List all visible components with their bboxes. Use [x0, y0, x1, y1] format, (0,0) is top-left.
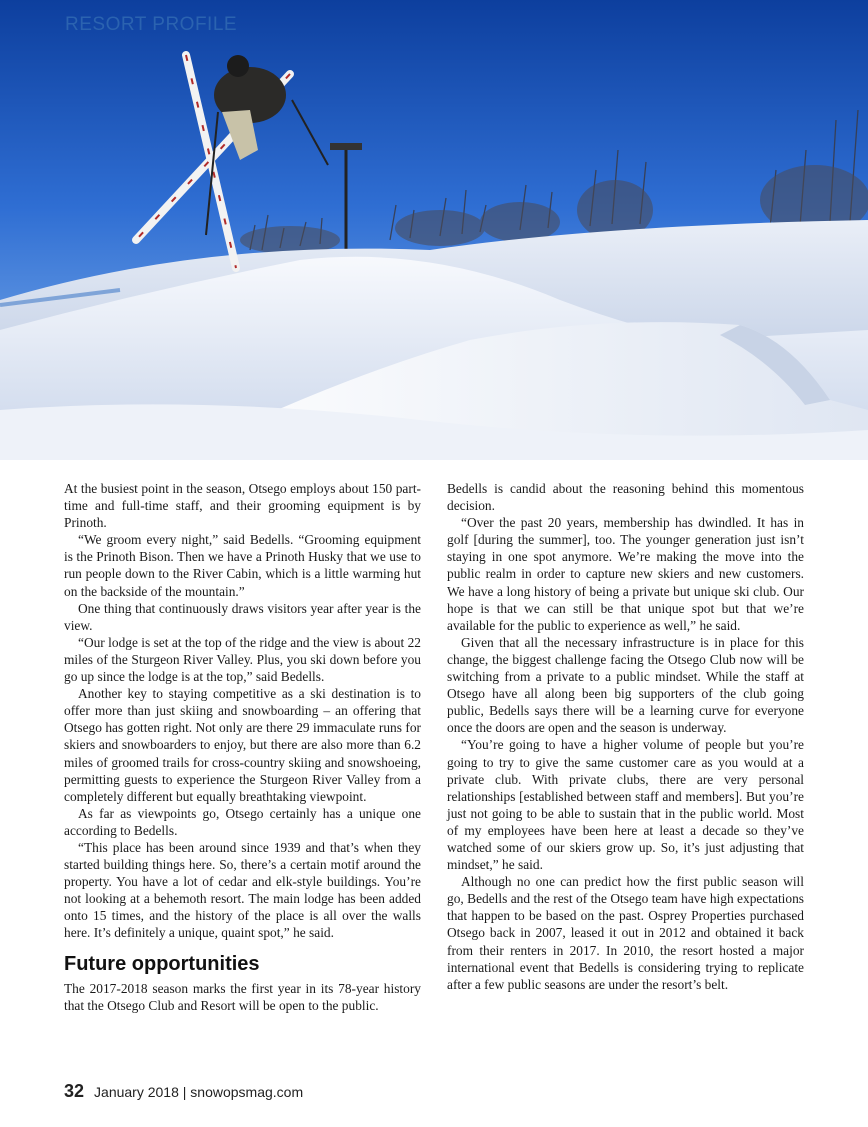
section-heading: Future opportunities: [64, 952, 260, 975]
page-number: 32: [64, 1081, 85, 1101]
paragraph: At the busiest point in the season, Otsego employs about 150 part-time and full-time staff, and their grooming equipment is by Prinoth.: [64, 481, 421, 531]
paragraph: Although no one can predict how the first public season will go, Bedells and the rest of the Otsego team have high expectations that happen to be based on the past. Osprey Properties purchased Otsego back in 2007, leased it out in 2012 and obtained it back from their renters in 2017. In 2010, the resort hosted a major international event that Bedells is considering trying to replicate after a few public seasons are under the resort’s belt.: [447, 874, 804, 992]
issue-info: January 2018 | snowopsmag.com: [94, 1084, 304, 1100]
section-label: RESORT PROFILE: [65, 14, 238, 35]
paragraph: As far as viewpoints go, Otsego certainly has a unique one according to Bedells.: [64, 805, 421, 838]
paragraph: “You’re going to have a higher volume of people but you’re going to try to give the same customer care as you would at a private club. With private clubs, there are very personal relationships [established between staff and members]. But you’re just not going to be able to sustain that in the public world. Most of my employees have been here at least a decade so they’ve watched some of our skiers grow up. So, it’s just adjusting that mindset,” he said.: [447, 737, 804, 873]
page-footer: [64, 1081, 303, 1102]
left-column: [64, 480, 421, 1014]
paragraph: One thing that continuously draws visitors year after year is the view.: [64, 600, 421, 633]
paragraph: Given that all the necessary infrastructure is in place for this change, the biggest challenge facing the Otsego Club now will be switching from a private to a public mindset. While the staff at Otsego have all along been big supporters of the club going public, Bedells says there will be a learning curve for everyone once the doors are open and the season is underway.: [447, 634, 804, 736]
paragraph: “This place has been around since 1939 and that’s when they started building things here. So, there’s a certain motif around the property. You have a lot of cedar and elk-style buildings. You’re not looking at a behemoth resort. The main lodge has been added onto 15 times, and the history of the place is all over the walls here. It’s definitely a unique, quaint spot,” he said.: [64, 839, 421, 941]
hero-photo: [0, 0, 868, 460]
paragraph: The 2017-2018 season marks the first year in its 78-year history that the Otsego Club and Resort will be open to the public.: [64, 980, 421, 1013]
right-column: [447, 480, 804, 993]
paragraph: “Our lodge is set at the top of the ridge and the view is about 22 miles of the Sturgeon River Valley. Plus, you ski down before you go up since the lodge is at the top,” said Bedells.: [64, 634, 421, 685]
paragraph: Bedells is candid about the reasoning behind this momentous decision.: [447, 481, 804, 514]
paragraph: “We groom every night,” said Bedells. “Grooming equipment is the Prinoth Bison. Then we have a Prinoth Husky that we use to run people down to the River Cabin, which is a little warming hut on the backside of the mountain.”: [64, 532, 421, 599]
paragraph: “Over the past 20 years, membership has dwindled. It has in golf [during the summer], too. The younger generation just isn’t staying in one spot anymore. We’re making the move into the public realm in order to capture new skiers and new customers. We have a long history of being a private but unique ski club. Our hope is that we can still be that unique spot but that we’re available for the public to experience as well,” he said.: [447, 515, 804, 633]
paragraph: Another key to staying competitive as a ski destination is to offer more than just skiing and snowboarding – an offering that Otsego has gotten right. Not only are there 29 immaculate runs for skiers and snowboarders to enjoy, but there are also more than 6.2 miles of groomed trails for cross-country skiing and snowshoeing, permitting guests to experience the Sturgeon River Valley from a completely different but equally breathtaking viewpoint.: [64, 686, 421, 804]
